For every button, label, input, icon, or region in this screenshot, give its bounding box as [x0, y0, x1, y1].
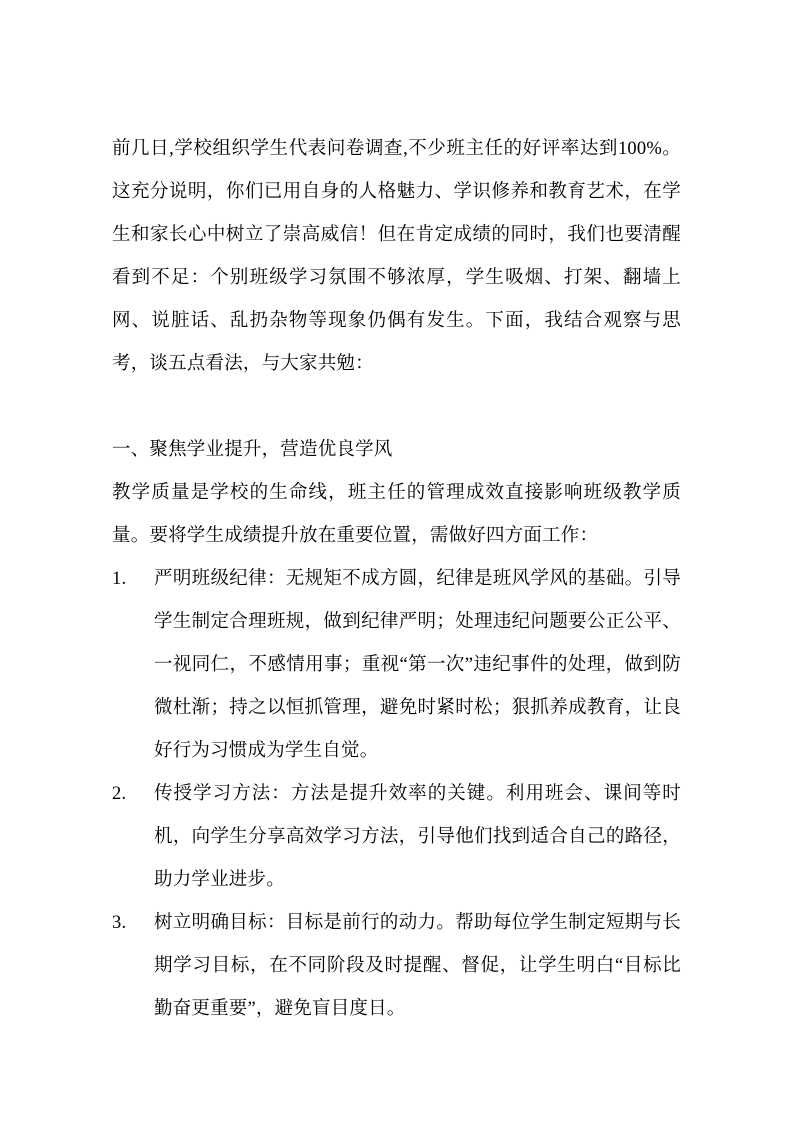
list-item-2-text: 传授学习方法：方法是提升效率的关键。利用班会、课间等时机，向学生分享高效学习方法，引导他们找到适合自己的路径，助力学业进步。 — [154, 784, 681, 890]
paragraph-spacer — [112, 386, 681, 429]
section-heading-one: 一、聚焦学业提升，营造优良学风 — [112, 440, 393, 460]
section-one-paragraph: 教学质量是学校的生命线，班主任的管理成效直接影响班级教学质量。要将学生成绩提升放在重要位置，需做好四方面工作： — [112, 483, 681, 546]
document-body — [112, 128, 681, 1031]
list-item-1-text: 严明班级纪律：无规矩不成方圆，纪律是班风学风的基础。引导学生制定合理班规，做到纪律严明；处理违纪问题要公正公平、一视同仁，不感情用事；重视“第一次”违纪事件的处理，做到防微杜渐；持之以恒抓管理，避免时紧时松；狠抓养成教育，让良好行为习惯成为学生自觉。 — [154, 569, 681, 761]
list-item-1-marker: 1. — [112, 569, 127, 589]
list-item-3-marker: 3. — [112, 913, 127, 933]
list-item-1 — [112, 558, 681, 773]
list-item-2 — [112, 773, 681, 902]
intro-paragraph: 前几日,学校组织学生代表问卷调查,不少班主任的好评率达到100%。这充分说明，你们已用自身的人格魅力、学识修养和教育艺术，在学生和家长心中树立了崇高威信！但在肯定成绩的同时，我们也要清醒看到不足：个别班级学习氛围不够浓厚，学生吸烟、打架、翻墙上网、说脏话、乱扔杂物等现象仍偶有发生。下面，我结合观察与思考，谈五点看法，与大家共勉： — [112, 139, 681, 374]
list-item-2-marker: 2. — [112, 784, 127, 804]
list-item-3-text: 树立明确目标：目标是前行的动力。帮助每位学生制定短期与长期学习目标，在不同阶段及时提醒、督促，让学生明白“目标比勤奋更重要”，避免盲目度日。 — [154, 913, 681, 1019]
list-item-3 — [112, 902, 681, 1031]
numbered-list — [112, 558, 681, 1031]
